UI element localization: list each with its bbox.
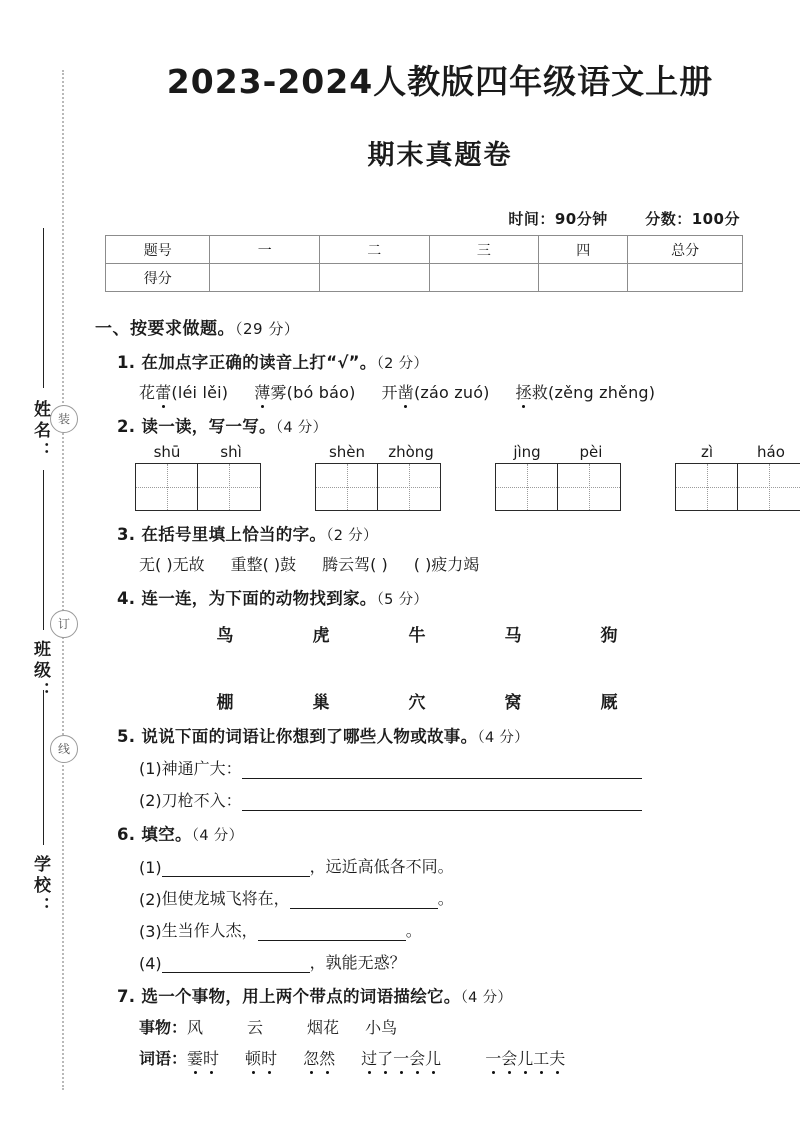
score-row-label: 得分 <box>106 264 210 292</box>
tianzige-cell[interactable] <box>198 463 261 511</box>
question-1-items <box>117 380 785 403</box>
tianzige-cell[interactable] <box>738 463 800 511</box>
tianzige-cell[interactable] <box>495 463 558 511</box>
q1-item-4[interactable]: 拯救(zěng zhěng) <box>516 383 656 402</box>
q6-answer-blank-1[interactable] <box>162 861 310 877</box>
word-item-3[interactable] <box>303 1049 335 1068</box>
dotted-char: 蕾 <box>155 380 171 403</box>
q1-item-2-choices: (bó báo) <box>286 383 356 402</box>
dotted-char: 顿 <box>245 1046 261 1069</box>
dotted-char: 一 <box>485 1046 501 1069</box>
things-label: 事物： <box>139 1018 188 1037</box>
question-7-stem <box>117 983 785 1007</box>
pinyin-2a: shèn <box>328 443 366 461</box>
tianzige-group-3-boxes <box>495 463 623 511</box>
q5-item-2 <box>139 788 785 811</box>
page-subtitle: 期末真题卷 <box>367 140 513 171</box>
thing-item[interactable]: 小鸟 <box>365 1018 398 1037</box>
question-1 <box>95 349 785 403</box>
q6-answer-blank-4[interactable] <box>162 957 310 973</box>
animal-item[interactable]: 牛 <box>408 626 426 646</box>
question-3-items <box>117 552 785 575</box>
word-item-1[interactable] <box>187 1049 219 1068</box>
section-points: （29 分） <box>235 320 300 338</box>
question-7-stem-text: 7. 选一个事物，用上两个带点的词语描绘它。 <box>117 987 461 1006</box>
score-table-col-4: 四 <box>539 236 628 264</box>
pinyin-1b: shì <box>220 443 242 461</box>
question-1-points: （2 分） <box>376 356 429 372</box>
q6-item-4-prefix: (4) <box>139 954 162 973</box>
score-cell-1[interactable] <box>210 264 320 292</box>
table-row-heading <box>106 236 743 264</box>
question-5-items <box>117 756 785 811</box>
score-table-row-label: 题号 <box>106 236 210 264</box>
question-4 <box>95 585 785 713</box>
question-4-stem-text: 4. 连一连，为下面的动物找到家。 <box>117 589 377 608</box>
question-2 <box>95 413 785 511</box>
tianzige-group-4-pinyin <box>675 443 800 461</box>
score-cell-total[interactable] <box>628 264 743 292</box>
question-4-animals <box>117 621 785 646</box>
dotted-char: 然 <box>319 1046 335 1069</box>
score-table-col-1: 一 <box>210 236 320 264</box>
tianzige-cell[interactable] <box>558 463 621 511</box>
question-5-stem-text: 5. 说说下面的词语让你想到了哪些人物或故事。 <box>117 727 478 746</box>
question-1-stem <box>117 349 785 373</box>
dotted-char: 时 <box>261 1046 277 1069</box>
q6-item-3-before: 生当作人杰， <box>161 921 258 940</box>
q6-answer-blank-3[interactable] <box>258 925 406 941</box>
dotted-char: 时 <box>203 1046 219 1069</box>
exam-sheet <box>95 0 785 1132</box>
home-item[interactable]: 穴 <box>408 693 426 713</box>
q3-item-4[interactable]: ( )疲力竭 <box>413 555 480 574</box>
q5-item-2-label: (2)刀枪不入： <box>139 791 242 810</box>
tianzige-group-4-boxes <box>675 463 800 511</box>
q6-item-3 <box>139 918 785 941</box>
score-cell-2[interactable] <box>320 264 430 292</box>
animal-item[interactable]: 鸟 <box>216 626 234 646</box>
margin-rule-bottom <box>43 690 44 845</box>
seal-mark-ding: 订 <box>50 610 78 638</box>
q1-item-4-choices: (zěng zhěng) <box>548 383 656 402</box>
words-label: 词语： <box>139 1049 188 1068</box>
pinyin-3a: jìng <box>513 443 541 461</box>
question-7-body <box>117 1015 785 1069</box>
question-4-homes <box>117 688 785 713</box>
dotted-char: 一 <box>393 1046 409 1069</box>
q1-item-1-choices: (léi lěi) <box>171 383 229 402</box>
dotted-char: 过 <box>361 1046 377 1069</box>
question-6 <box>95 821 785 973</box>
pinyin-2b: zhòng <box>388 443 434 461</box>
q1-item-2[interactable]: 薄雾(bó báo) <box>254 383 355 402</box>
question-6-stem <box>117 821 785 845</box>
question-2-grid-row <box>117 443 785 511</box>
q3-item-2[interactable]: 重整( )鼓 <box>230 555 297 574</box>
margin-rule-middle <box>43 470 44 630</box>
dotted-char: 凿 <box>398 380 414 403</box>
question-4-points: （5 分） <box>376 592 429 608</box>
question-3-stem <box>117 521 785 545</box>
animal-item[interactable]: 虎 <box>312 626 330 646</box>
tianzige-group-3-pinyin <box>495 443 623 461</box>
exam-time: 时间：90分钟 <box>508 210 608 228</box>
student-school-label: 学校： <box>30 855 50 918</box>
tianzige-group-1 <box>135 443 263 511</box>
question-3 <box>95 521 785 575</box>
dotted-char: 忽 <box>303 1046 319 1069</box>
pinyin-3b: pèi <box>579 443 603 461</box>
score-table-col-3: 三 <box>429 236 539 264</box>
q6-item-3-after: 。 <box>405 921 422 940</box>
home-item[interactable]: 巢 <box>312 693 330 713</box>
q6-item-1-prefix: (1) <box>139 858 162 877</box>
tianzige-group-2-boxes <box>315 463 443 511</box>
word-item-4[interactable] <box>361 1049 441 1068</box>
question-3-points: （2 分） <box>326 528 378 544</box>
question-6-points: （4 分） <box>191 828 244 844</box>
tianzige-cell[interactable] <box>315 463 378 511</box>
question-6-stem-text: 6. 填空。 <box>117 825 192 844</box>
tianzige-group-3 <box>495 443 623 511</box>
question-7 <box>95 983 785 1069</box>
animal-item[interactable]: 狗 <box>600 626 618 646</box>
word-item-2[interactable] <box>245 1049 277 1068</box>
exam-total-score: 分数：100分 <box>645 210 740 228</box>
student-class-label: 班级： <box>30 640 50 703</box>
pinyin-1a: shū <box>153 443 181 461</box>
table-row-score <box>106 264 743 292</box>
score-table <box>105 235 743 292</box>
q6-item-3-prefix: (3) <box>139 922 162 941</box>
question-5-stem <box>117 723 785 747</box>
binding-dotted-line <box>62 70 64 1090</box>
question-3-stem-text: 3. 在括号里填上恰当的字。 <box>117 525 327 544</box>
tianzige-group-2-pinyin <box>315 443 443 461</box>
tianzige-group-2 <box>315 443 443 511</box>
pinyin-4a: zì <box>700 443 714 461</box>
home-item[interactable]: 厩 <box>600 693 618 713</box>
dotted-char: 工 <box>533 1046 549 1069</box>
q6-item-4 <box>139 950 785 973</box>
binding-margin <box>0 0 95 1132</box>
dotted-char: 儿 <box>517 1046 533 1069</box>
section-heading-text: 一、按要求做题。 <box>95 319 235 339</box>
q6-answer-blank-2[interactable] <box>290 893 438 909</box>
question-4-stem <box>117 585 785 609</box>
score-cell-3[interactable] <box>429 264 539 292</box>
page-title: 2023-2024人教版四年级语文上册 <box>166 62 714 101</box>
dotted-char: 拯 <box>516 380 532 403</box>
seal-mark-xian: 线 <box>50 735 78 763</box>
q3-item-1[interactable]: 无( )无故 <box>139 555 205 574</box>
dotted-char: 会 <box>501 1046 517 1069</box>
q6-item-4-after: ，孰能无惑？ <box>309 953 406 972</box>
question-2-stem <box>117 413 785 437</box>
q5-item-1-label: (1)神通广大： <box>139 759 242 778</box>
q6-item-1-after: ，远近高低各不同。 <box>309 857 454 876</box>
question-7-words-row <box>139 1046 785 1069</box>
dotted-char: 了 <box>377 1046 393 1069</box>
home-item[interactable]: 窝 <box>504 693 522 713</box>
dotted-char: 会 <box>409 1046 425 1069</box>
score-table-col-total: 总分 <box>628 236 743 264</box>
thing-item[interactable]: 风 <box>187 1018 204 1037</box>
question-6-items <box>117 854 785 973</box>
question-5-points: （4 分） <box>477 730 529 746</box>
q6-item-2 <box>139 886 785 909</box>
thing-item[interactable]: 云 <box>247 1018 264 1037</box>
q6-item-1 <box>139 854 785 877</box>
q5-answer-blank-2[interactable] <box>242 795 642 811</box>
seal-mark-zhuang: 装 <box>50 405 78 433</box>
q1-item-3-choices: (záo zuó) <box>413 383 490 402</box>
q6-item-2-after: 。 <box>437 889 454 908</box>
question-1-stem-text: 1. 在加点字正确的读音上打“√”。 <box>117 353 377 372</box>
pinyin-4b: háo <box>757 443 785 461</box>
tianzige-cell[interactable] <box>135 463 198 511</box>
dotted-char: 霎 <box>187 1046 203 1069</box>
q5-item-1 <box>139 756 785 779</box>
q1-item-3[interactable]: 开凿(záo zuó) <box>382 383 490 402</box>
tianzige-group-1-boxes <box>135 463 263 511</box>
tianzige-group-4 <box>675 443 800 511</box>
q1-item-1[interactable]: 花蕾(léi lěi) <box>139 383 228 402</box>
dotted-char: 夫 <box>549 1046 565 1069</box>
section-heading <box>95 314 785 339</box>
q6-item-2-prefix: (2) <box>139 890 162 909</box>
dotted-char: 儿 <box>425 1046 441 1069</box>
question-5 <box>95 723 785 811</box>
word-item-5[interactable] <box>485 1049 565 1068</box>
tianzige-group-1-pinyin <box>135 443 263 461</box>
dotted-char: 薄 <box>254 380 270 403</box>
q6-item-2-before: 但使龙城飞将在， <box>161 889 290 908</box>
q5-answer-blank-1[interactable] <box>242 763 642 779</box>
question-7-things-row <box>139 1015 785 1038</box>
question-2-points: （4 分） <box>275 420 328 436</box>
tianzige-cell[interactable] <box>378 463 441 511</box>
score-cell-4[interactable] <box>539 264 628 292</box>
margin-rule-top <box>43 228 44 388</box>
question-7-points: （4 分） <box>460 990 513 1006</box>
tianzige-cell[interactable] <box>675 463 738 511</box>
exam-meta <box>95 208 785 229</box>
score-table-col-2: 二 <box>320 236 430 264</box>
thing-item[interactable]: 烟花 <box>307 1018 340 1037</box>
animal-item[interactable]: 马 <box>504 626 522 646</box>
q3-item-3[interactable]: 腾云驾( ) <box>322 555 388 574</box>
student-name-label: 姓名： <box>30 400 50 463</box>
home-item[interactable]: 棚 <box>216 693 234 713</box>
question-2-stem-text: 2. 读一读，写一写。 <box>117 417 276 436</box>
